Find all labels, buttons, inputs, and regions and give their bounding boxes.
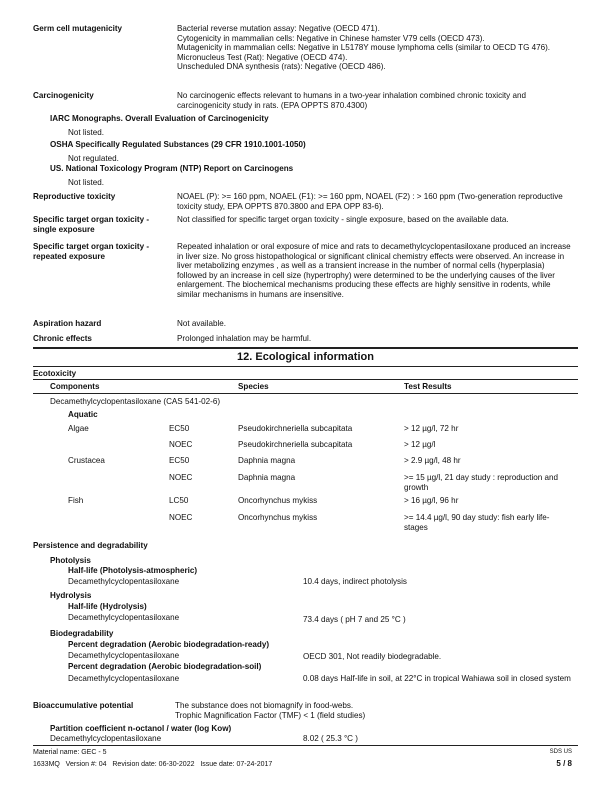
row-endpoint: NOEC <box>169 440 193 449</box>
row-species: Pseudokirchneriella subcapitata <box>238 424 353 433</box>
persistence-title: Persistence and degradability <box>33 541 148 550</box>
col-species: Species <box>238 382 269 391</box>
section-top-rule <box>33 347 578 349</box>
hydrolysis-value: 73.4 days ( pH 7 and 25 °C ) <box>303 615 406 624</box>
bioaccumulative-line: Trophic Magnification Factor (TMF) < 1 (field studies) <box>175 711 366 720</box>
partition-heading: Partition coefficient n-octanol / water (log Kow) <box>50 724 232 733</box>
germ-cell-line: Micronucleus Test (Rat): Negative (OECD 474). <box>177 52 348 62</box>
osha-value: Not regulated. <box>68 154 119 163</box>
germ-cell-line: Cytogenicity in mammalian cells: Negative in Chinese hamster V79 cells (OECD 473). <box>177 33 485 43</box>
germ-cell-line: Mutagenicity in mammalian cells: Negative in L5178Y mouse lymphoma cells (similar to OECD TG 476). <box>177 43 551 53</box>
row-result: > 12 µg/l, 72 hr <box>404 424 459 433</box>
col-components: Components <box>50 382 100 391</box>
row-result: >= 14.4 µg/l, 90 day study: fish early life-stages <box>404 513 550 532</box>
hydrolysis-half-life: Half-life (Hydrolysis) <box>68 602 147 611</box>
ecotoxicity-label: Ecotoxicity <box>33 369 77 378</box>
footer-version: 1633MQ Version #: 04 Revision date: 06-30-2022 Issue date: 07-24-2017 <box>33 761 273 768</box>
carcinogenicity-text: No carcinogenic effects relevant to humans in a two-year inhalation combined chronic toxicity and carcinogenicity study in rats. (EPA OPPTS 870.4300) <box>177 91 526 110</box>
row-result: > 12 µg/l <box>404 440 436 449</box>
photolysis-label: Photolysis <box>50 556 91 565</box>
biodeg-soil-substance: Decamethylcyclopentasiloxane <box>68 674 180 683</box>
stot-single-text: Not classified for specific target organ toxicity - single exposure, based on the available data. <box>177 215 509 224</box>
substance-name: Decamethylcyclopentasiloxane (CAS 541-02-6) <box>50 397 221 406</box>
chronic-label: Chronic effects <box>33 334 92 343</box>
col-results: Test Results <box>404 382 452 391</box>
germ-cell-label: Germ cell mutagenicity <box>33 24 123 33</box>
row-species: Oncorhynchus mykiss <box>238 513 318 522</box>
row-group: Algae <box>68 424 89 433</box>
row-group: Fish <box>68 496 84 505</box>
biodeg-soil-heading: Percent degradation (Aerobic biodegradation-soil) <box>68 662 262 671</box>
photolysis-value: 10.4 days, indirect photolysis <box>303 577 407 586</box>
hydrolysis-substance: Decamethylcyclopentasiloxane <box>68 613 180 622</box>
ntp-heading: US. National Toxicology Program (NTP) Report on Carcinogens <box>50 164 294 173</box>
section-title: 12. Ecological information <box>237 351 374 363</box>
row-group: Crustacea <box>68 456 105 465</box>
reproductive-text: NOAEL (P): >= 160 ppm, NOAEL (F1): >= 160 ppm, NOAEL (F2) : > 160 ppm (Two-generation reproductive toxicity study, EPA OPPTS 870.3800 and EPA OPP 83-6). <box>177 192 563 211</box>
row-endpoint: NOEC <box>169 513 193 522</box>
photolysis-half-life: Half-life (Photolysis-atmospheric) <box>68 566 198 575</box>
ecotox-rule <box>33 379 578 380</box>
row-result: > 2.9 µg/l, 48 hr <box>404 456 461 465</box>
table-header-rule <box>33 393 578 394</box>
biodeg-ready-substance: Decamethylcyclopentasiloxane <box>68 651 180 660</box>
row-endpoint: LC50 <box>169 496 189 505</box>
germ-cell-line: Unscheduled DNA synthesis (rats): Negative (OECD 486). <box>177 62 386 72</box>
reproductive-label: Reproductive toxicity <box>33 192 116 201</box>
biodeg-ready-heading: Percent degradation (Aerobic biodegradation-ready) <box>68 640 270 649</box>
germ-cell-values <box>177 24 579 72</box>
bioaccumulative-label: Bioaccumulative potential <box>33 701 134 710</box>
stot-repeated-text: Repeated inhalation or oral exposure of mice and rats to decamethylcyclopentasiloxane produced an increase in liver size. No gross histopathological or significant clinical chemistry effects were observed. An increase in liver metabolizing enzymes , as well as a transient increase in the number of normal cells (hyperplasia) followed by an increase in cell size (hypertrophy) were determined to be the underlying causes of the liver enlargement. The biochemical mechanisms producing these effects are highly sensitive in rodents, while similar mechanisms in humans are insensitive. <box>177 242 571 299</box>
row-species: Pseudokirchneriella subcapitata <box>238 440 353 449</box>
footer-doc: SDS US <box>549 749 572 755</box>
iarc-value: Not listed. <box>68 128 104 137</box>
aspiration-label: Aspiration hazard <box>33 319 102 328</box>
stot-repeated-label: Specific target organ toxicity - repeated exposure <box>33 242 150 261</box>
footer-rule <box>33 745 578 746</box>
footer-material: Material name: GEC - 5 <box>33 749 107 756</box>
row-endpoint: NOEC <box>169 473 193 482</box>
row-endpoint: EC50 <box>169 456 190 465</box>
chronic-text: Prolonged inhalation may be harmful. <box>177 334 312 343</box>
photolysis-substance: Decamethylcyclopentasiloxane <box>68 577 180 586</box>
hydrolysis-label: Hydrolysis <box>50 591 92 600</box>
footer-page: 5 / 8 <box>556 759 572 768</box>
row-species: Daphnia magna <box>238 456 296 465</box>
carcinogenicity-label: Carcinogenicity <box>33 91 94 100</box>
germ-cell-line: Bacterial reverse mutation assay: Negative (OECD 471). <box>177 24 380 33</box>
biodeg-ready-value: OECD 301, Not readily biodegradable. <box>303 652 442 661</box>
ntp-value: Not listed. <box>68 178 104 187</box>
bioaccumulative-line: The substance does not biomagnify in food-webs. <box>175 701 354 710</box>
aspiration-text: Not available. <box>177 319 227 328</box>
osha-heading: OSHA Specifically Regulated Substances (29 CFR 1910.1001-1050) <box>50 140 306 149</box>
partition-value: 8.02 ( 25.3 °C ) <box>303 734 358 743</box>
row-result: > 16 µg/l, 96 hr <box>404 496 459 505</box>
partition-substance: Decamethylcyclopentasiloxane <box>50 734 162 743</box>
iarc-heading: IARC Monographs. Overall Evaluation of Carcinogenicity <box>50 114 269 123</box>
biodeg-soil-value: 0.08 days Half-life in soil, at 22°C in tropical Wahiawa soil in closed system <box>303 674 571 683</box>
section-bottom-rule <box>33 366 578 367</box>
aquatic-label: Aquatic <box>68 410 98 419</box>
biodegradability-label: Biodegradability <box>50 629 114 638</box>
stot-single-label: Specific target organ toxicity - single exposure <box>33 215 150 234</box>
row-result: >= 15 µg/l, 21 day study : reproduction and growth <box>404 473 559 492</box>
row-species: Daphnia magna <box>238 473 296 482</box>
row-endpoint: EC50 <box>169 424 190 433</box>
row-species: Oncorhynchus mykiss <box>238 496 318 505</box>
